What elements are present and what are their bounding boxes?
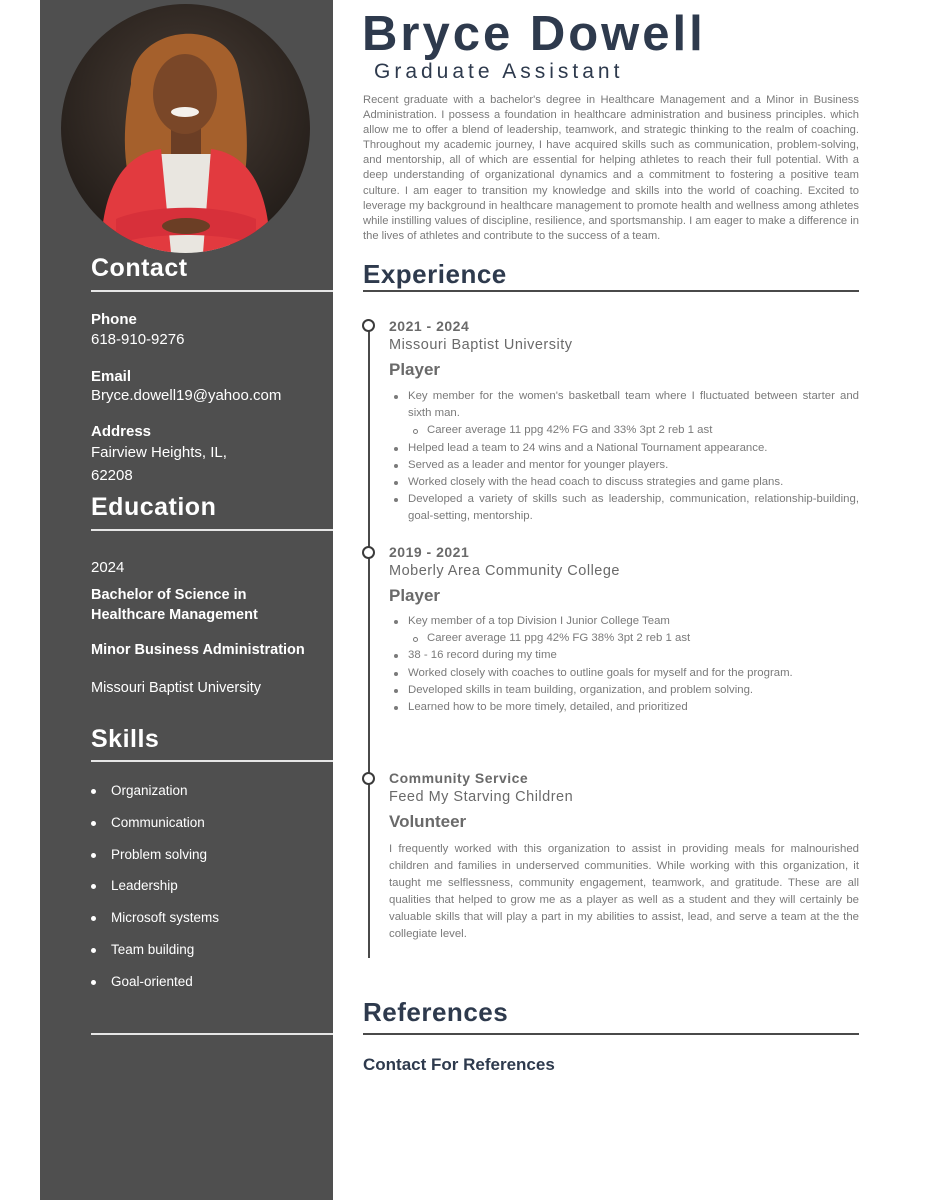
job-bullet: Worked closely with the head coach to discuss strategies and game plans. [389, 474, 859, 491]
skill-item: Leadership [91, 875, 219, 907]
job-bullet: 38 - 16 record during my time [389, 647, 859, 664]
timeline-dot [362, 772, 375, 785]
job-bullet: Developed a variety of skills such as leadership, communication, relationship-building, goal-setting, mentorship. [389, 491, 859, 525]
job-bullet: Key member for the women's basketball team where I fluctuated between starter and sixth man. [389, 388, 859, 422]
skill-item: Microsoft systems [91, 907, 219, 939]
education-divider [91, 529, 333, 531]
address-line-1: Fairview Heights, IL, [91, 444, 227, 461]
skills-list [91, 780, 219, 1003]
email-value: Bryce.dowell19@yahoo.com [91, 387, 282, 404]
education-degree-line-1: Bachelor of Science in [91, 587, 247, 603]
job-role: Player [389, 586, 441, 605]
candidate-title: Graduate Assistant [374, 60, 624, 83]
email-label: Email [91, 368, 132, 385]
job-dates: 2019 - 2021 [389, 544, 470, 560]
job-bullet: Developed skills in team building, organization, and problem solving. [389, 682, 859, 699]
timeline-line [368, 326, 370, 958]
service-organization: Feed My Starving Children [389, 789, 574, 805]
address-label: Address [91, 423, 152, 440]
timeline-dot [362, 546, 375, 559]
experience-divider [363, 290, 859, 292]
skills-heading: Skills [91, 725, 160, 753]
summary-paragraph: Recent graduate with a bachelor's degree in Healthcare Management and a Minor in Business Administration. I possess a foundation in healthcare administration and business principles. which allow me to offer a blend of leadership, teamwork, and strategic thinking to the realm of coaching. Throughout my academic journey, I have acquired skills such as communication, problem-solving, and mentorship, all of which are essential for helping athletes to reach their full potential. With a deep understanding of organizational dynamics and a commitment to fostering a positive team culture. I am eager to transition my knowledge and skills into the world of coaching. Excited to leverage my background in healthcare management to promote health and wellness among athletes while instilling values of discipline, resilience, and sportsmanship. I am eager to make a difference in the lives of athletes and contribute to the success of a team. [363, 94, 859, 242]
skill-item: Communication [91, 812, 219, 844]
skill-item: Problem solving [91, 844, 219, 876]
phone-label: Phone [91, 311, 137, 328]
education-school: Missouri Baptist University [91, 680, 262, 696]
skill-item: Team building [91, 939, 219, 971]
skill-item: Organization [91, 780, 219, 812]
job-bullet-list [389, 613, 859, 716]
profile-photo [61, 4, 310, 253]
education-year: 2024 [91, 559, 125, 576]
job-dates: 2021 - 2024 [389, 318, 470, 334]
job-bullet: Helped lead a team to 24 wins and a National Tournament appearance. [389, 440, 859, 457]
job-sub-bullet: Career average 11 ppg 42% FG and 33% 3pt 2 reb 1 ast [389, 422, 859, 439]
job-bullet: Key member of a top Division I Junior College Team [389, 613, 859, 630]
education-degree-line-2: Healthcare Management [91, 607, 258, 623]
address-line-2: 62208 [91, 467, 133, 484]
references-heading: References [363, 997, 509, 1027]
timeline-dot [362, 319, 375, 332]
job-bullet-list [389, 388, 859, 526]
job-organization: Missouri Baptist University [389, 337, 573, 353]
references-text: Contact For References [363, 1055, 555, 1074]
job-organization: Moberly Area Community College [389, 563, 620, 579]
phone-value: 618-910-9276 [91, 331, 185, 348]
experience-heading: Experience [363, 259, 507, 289]
contact-divider [91, 290, 333, 292]
job-role: Player [389, 360, 441, 379]
job-bullet: Worked closely with coaches to outline goals for myself and for the program. [389, 665, 859, 682]
service-heading: Community Service [389, 770, 529, 786]
service-role: Volunteer [389, 812, 467, 831]
service-description: I frequently worked with this organization to assist in providing meals for malnourished children and families in underserved communities. While working with this organization, it taught me selflessness, community engagement, teamwork, and gratitude. These are all qualities that helped to grow me as a player as well as a student and they will certainly be valuable skills that will play a part in my abilities to assist, lead, and serve a team at the the collegiate level. [389, 843, 859, 940]
education-heading: Education [91, 493, 217, 521]
job-bullet: Learned how to be more timely, detailed, and prioritized [389, 699, 859, 716]
candidate-name: Bryce Dowell [362, 7, 706, 61]
job-bullet: Served as a leader and mentor for younger players. [389, 457, 859, 474]
skills-bottom-divider [91, 1033, 333, 1035]
skills-divider [91, 760, 333, 762]
job-sub-bullet: Career average 11 ppg 42% FG 38% 3pt 2 reb 1 ast [389, 630, 859, 647]
contact-heading: Contact [91, 254, 188, 282]
education-minor: Minor Business Administration [91, 642, 305, 658]
references-divider [363, 1033, 859, 1035]
skill-item: Goal-oriented [91, 971, 219, 1003]
